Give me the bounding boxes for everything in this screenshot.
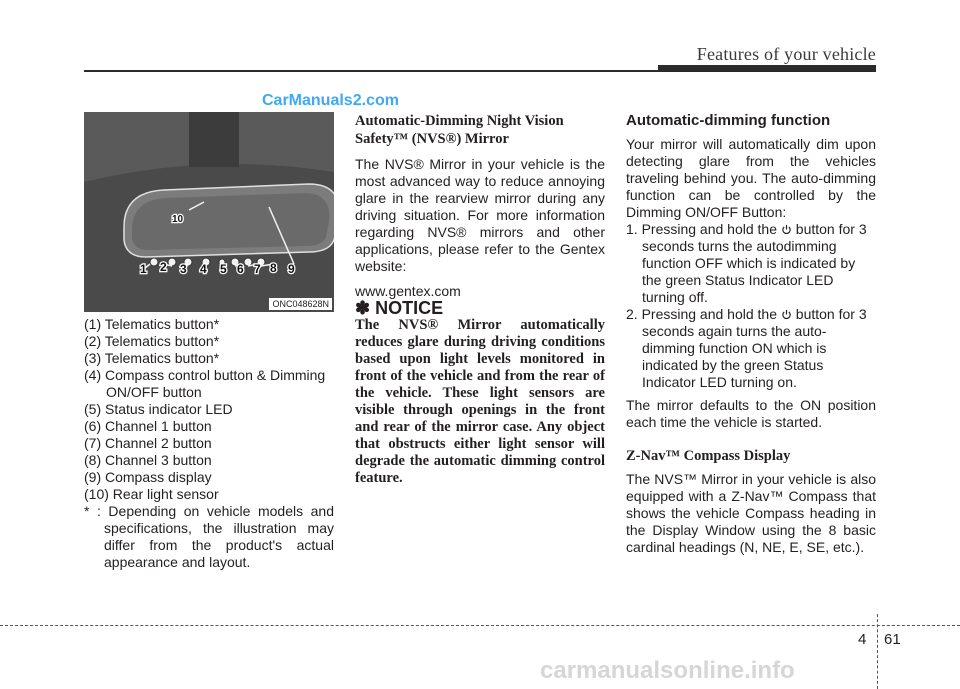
defaults-paragraph: The mirror defaults to the ON position each time the vehicle is started. bbox=[626, 397, 876, 430]
page-number: 61 bbox=[884, 631, 901, 648]
step-1: 1. Pressing and hold the button for 3 seconds turns the autodimming function OFF which is indicated by the green Status Indicator LED turning off. bbox=[626, 221, 867, 305]
callout-6: 6 bbox=[237, 262, 244, 276]
callout-1: 1 bbox=[140, 262, 147, 276]
compass-heading: Z-Nav™ Compass Display bbox=[626, 448, 791, 464]
watermark-top[interactable]: CarManuals2.com bbox=[262, 92, 399, 109]
power-icon bbox=[781, 224, 792, 235]
mirror-illustration bbox=[84, 112, 334, 312]
right-column bbox=[626, 112, 876, 556]
callout-8: 8 bbox=[270, 261, 277, 275]
callout-7: 7 bbox=[254, 262, 261, 276]
power-icon bbox=[781, 309, 792, 320]
mirror-button-1 bbox=[150, 258, 158, 266]
list-item: (7) Channel 2 button bbox=[84, 435, 212, 451]
callout-4: 4 bbox=[200, 262, 207, 276]
middle-column bbox=[355, 112, 605, 487]
page-header-title: Features of your vehicle bbox=[696, 44, 876, 64]
section-heading: Automatic-dimming function bbox=[626, 112, 831, 129]
callout-2: 2 bbox=[160, 260, 167, 274]
list-item: (5) Status indicator LED bbox=[84, 401, 233, 417]
list-item: (10) Rear light sensor bbox=[84, 486, 219, 502]
step-2: 2. Pressing and hold the button for 3 seconds again turns the auto-dimming function ON which is indicated by the green Status Indicator LED turning on. bbox=[626, 306, 867, 390]
footnote: * : Depending on vehicle models and specifications, the illustration may differ from the product's actual appearance and layout. bbox=[84, 503, 334, 570]
watermark-bottom[interactable]: carmanualsonline.info bbox=[540, 657, 795, 684]
callout-5: 5 bbox=[220, 262, 227, 276]
list-item: (6) Channel 1 button bbox=[84, 418, 212, 434]
left-column bbox=[84, 316, 334, 571]
compass-paragraph: The NVS™ Mirror in your vehicle is also equipped with a Z-Nav™ Compass that shows the vehicle Compass heading in the Display Window using the 8 basic cardinal headings (N, NE, E, SE, etc.). bbox=[626, 471, 876, 555]
mirror-drawing bbox=[84, 112, 334, 312]
dimming-intro: Your mirror will automatically dim upon detecting glare from the vehicles traveling behind you. The auto-dimming function can be controlled by the Dimming ON/OFF Button: bbox=[626, 136, 876, 220]
list-item: (3) Telematics button* bbox=[84, 350, 220, 366]
callout-3: 3 bbox=[180, 262, 187, 276]
footer-divider bbox=[877, 614, 878, 689]
list-item: (9) Compass display bbox=[84, 469, 212, 485]
list-item: (2) Telematics button* bbox=[84, 333, 220, 349]
notice-body: The NVS® Mirror automatically reduces glare during driving conditions based upon light levels monitored in front of the vehicle and from the rear of the vehicle. These light sensors are visible through openings in the front and rear of the mirror case. Any object that obstructs either light sensor will degrade the automatic dimming control feature. bbox=[355, 317, 605, 486]
header-rule-accent bbox=[658, 65, 876, 72]
notice-title: ✽ NOTICE bbox=[355, 298, 444, 318]
footer-rule bbox=[0, 625, 960, 626]
intro-paragraph: The NVS® Mirror in your vehicle is the most advanced way to reduce annoying glare in the rearview mirror during any driving situation. For more information regarding NVS® mirrors and other applications, please refer to the Gentex website: bbox=[355, 156, 605, 274]
chapter-number: 4 bbox=[858, 631, 867, 648]
list-item: (4) Compass control button & Dimming ON/OFF button bbox=[84, 367, 326, 400]
figure-code: ONC048628N bbox=[269, 298, 332, 310]
list-item: (8) Channel 3 button bbox=[84, 452, 212, 468]
callout-10: 10 bbox=[172, 214, 184, 225]
website-link[interactable]: www.gentex.com bbox=[355, 283, 461, 299]
list-item: (1) Telematics button* bbox=[84, 316, 220, 332]
callout-9: 9 bbox=[288, 262, 295, 276]
section-heading: Automatic-Dimming Night Vision Safety™ (NVS®) Mirror bbox=[355, 113, 564, 147]
